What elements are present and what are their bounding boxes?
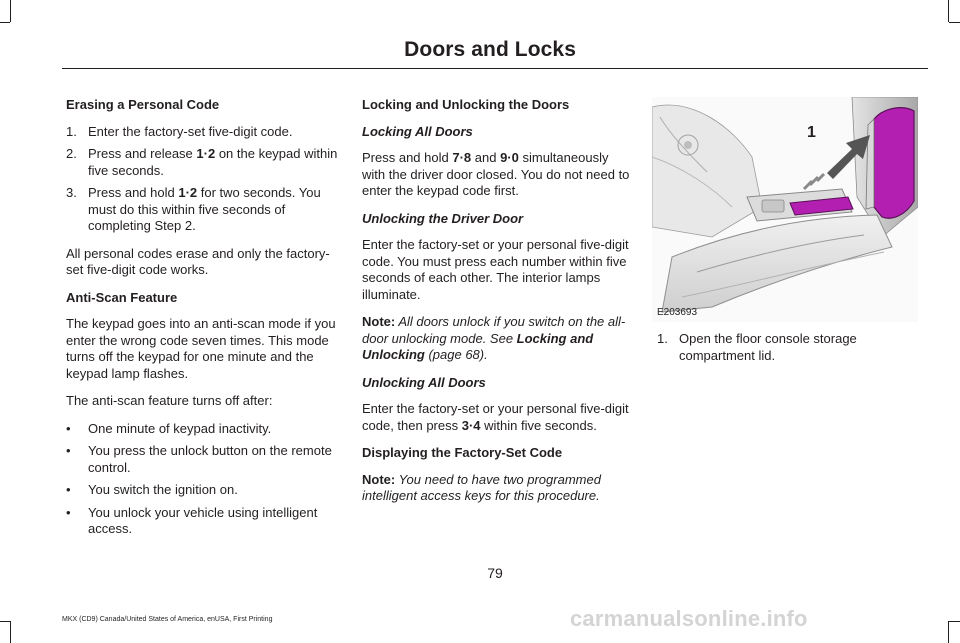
unlock-all-pre: Enter the factory-set or your personal five-digit code, then press <box>362 401 629 433</box>
note-text: You need to have two programmed intelligent access keys for this procedure. <box>362 471 601 503</box>
middle-column <box>362 97 634 516</box>
console-illustration <box>652 97 918 322</box>
key-label: 3·4 <box>461 417 481 433</box>
note-text: All doors unlock if you switch on the all-door unlocking mode. See <box>362 314 626 346</box>
note-label: Note: <box>362 314 396 329</box>
watermark: carmanualsonline.info <box>570 606 808 631</box>
unlock-all-post: within five seconds. <box>480 417 597 433</box>
lock-all-and: and <box>471 150 501 165</box>
lock-all-heading: Locking All Doors <box>362 123 473 139</box>
step-text: Open the floor console storage compartment lid. <box>679 331 857 363</box>
erasing-step <box>66 185 340 235</box>
key-label: 9·0 <box>500 150 519 165</box>
bullet-item <box>66 421 340 438</box>
bullet-text: You switch the ignition on. <box>88 482 238 497</box>
anti-scan-text: The keypad goes into an anti-scan mode if you enter the wrong code seven times. This mode turns off the keypad for one minute and the keypad lamp flashes. <box>66 316 336 381</box>
cross-reference-link[interactable]: Locking and Unlocking <box>362 330 594 362</box>
erasing-step <box>66 124 340 141</box>
anti-scan-off-intro: The anti-scan feature turns off after: <box>66 393 273 408</box>
step-text: Press and hold <box>88 185 179 200</box>
bullet-item <box>66 443 340 476</box>
bullet-text: You unlock your vehicle using intelligent access. <box>88 504 318 536</box>
bullet-icon: • <box>66 443 71 458</box>
unlock-all-heading: Unlocking All Doors <box>362 374 486 390</box>
crop-mark-bottom-right-v <box>948 621 949 643</box>
note-1 <box>362 314 634 364</box>
left-column <box>66 97 340 549</box>
erasing-heading: Erasing a Personal Code <box>66 97 220 112</box>
factory-code-heading: Displaying the Factory-Set Code <box>362 445 563 460</box>
note-label: Note: <box>362 471 396 487</box>
unlock-driver-text: Enter the factory-set or your personal five-digit code. You must press each number within five seconds of each other. The interior lamps illuminate. <box>362 237 629 302</box>
page-number: 79 <box>487 565 503 581</box>
lock-all-pre: Press and hold <box>362 150 453 165</box>
step-number: 2. <box>66 146 77 161</box>
step-text: Press and release <box>88 146 197 161</box>
bullet-item <box>66 505 340 538</box>
crop-mark-top-left-v <box>10 0 11 22</box>
anti-scan-heading: Anti-Scan Feature <box>66 289 178 305</box>
crop-mark-bottom-left-v <box>10 621 11 643</box>
step-text: on the keypad within five seconds. <box>88 146 338 178</box>
title-rule <box>62 68 928 69</box>
crop-mark-bottom-right-h <box>949 621 960 622</box>
erasing-note: All personal codes erase and only the factory-set five-digit code works. <box>66 245 330 277</box>
crop-mark-bottom-left-h <box>0 621 10 622</box>
unlock-driver-heading: Unlocking the Driver Door <box>362 210 524 226</box>
console-step <box>657 331 927 364</box>
print-info: MKX (CD9) Canada/United States of America, enUSA, First Printing <box>62 616 273 623</box>
step-number: 1. <box>657 331 668 346</box>
step-number: 3. <box>66 185 77 200</box>
note-2 <box>362 472 634 505</box>
note-page-ref: (page 68). <box>424 347 488 362</box>
bullet-item <box>66 482 340 499</box>
lock-all-post: simultaneously with the driver door closed. You do not need to enter the keypad code first. <box>362 150 630 198</box>
page-title: Doors and Locks <box>404 38 576 61</box>
console-steps <box>657 331 927 364</box>
figure-callout: 1 <box>807 124 816 141</box>
bullet-icon: • <box>66 420 71 436</box>
locking-heading: Locking and Unlocking the Doors <box>362 97 570 112</box>
anti-scan-bullets <box>66 421 340 538</box>
right-column <box>657 331 927 375</box>
bullet-text: One minute of keypad inactivity. <box>88 420 272 436</box>
bullet-text: You press the unlock button on the remote control. <box>88 443 332 475</box>
unlock-all-text <box>362 401 634 434</box>
bullet-icon: • <box>66 482 71 497</box>
erasing-step <box>66 146 340 179</box>
erasing-steps <box>66 124 340 235</box>
step-text: for two seconds. You must do this within five seconds of completing Step 2. <box>88 185 321 233</box>
step-text: Enter the factory-set five-digit code. <box>88 123 293 139</box>
crop-mark-top-right-v <box>948 0 949 22</box>
key-label: 1·2 <box>178 185 198 200</box>
key-label: 1·2 <box>196 146 216 161</box>
crop-mark-top-left-h <box>0 22 10 23</box>
lock-all-text <box>362 150 634 200</box>
crop-mark-top-right-h <box>949 22 960 23</box>
bullet-icon: • <box>66 504 71 520</box>
step-number: 1. <box>66 123 77 139</box>
key-label: 7·8 <box>452 150 472 165</box>
figure-id: E203693 <box>657 307 698 318</box>
